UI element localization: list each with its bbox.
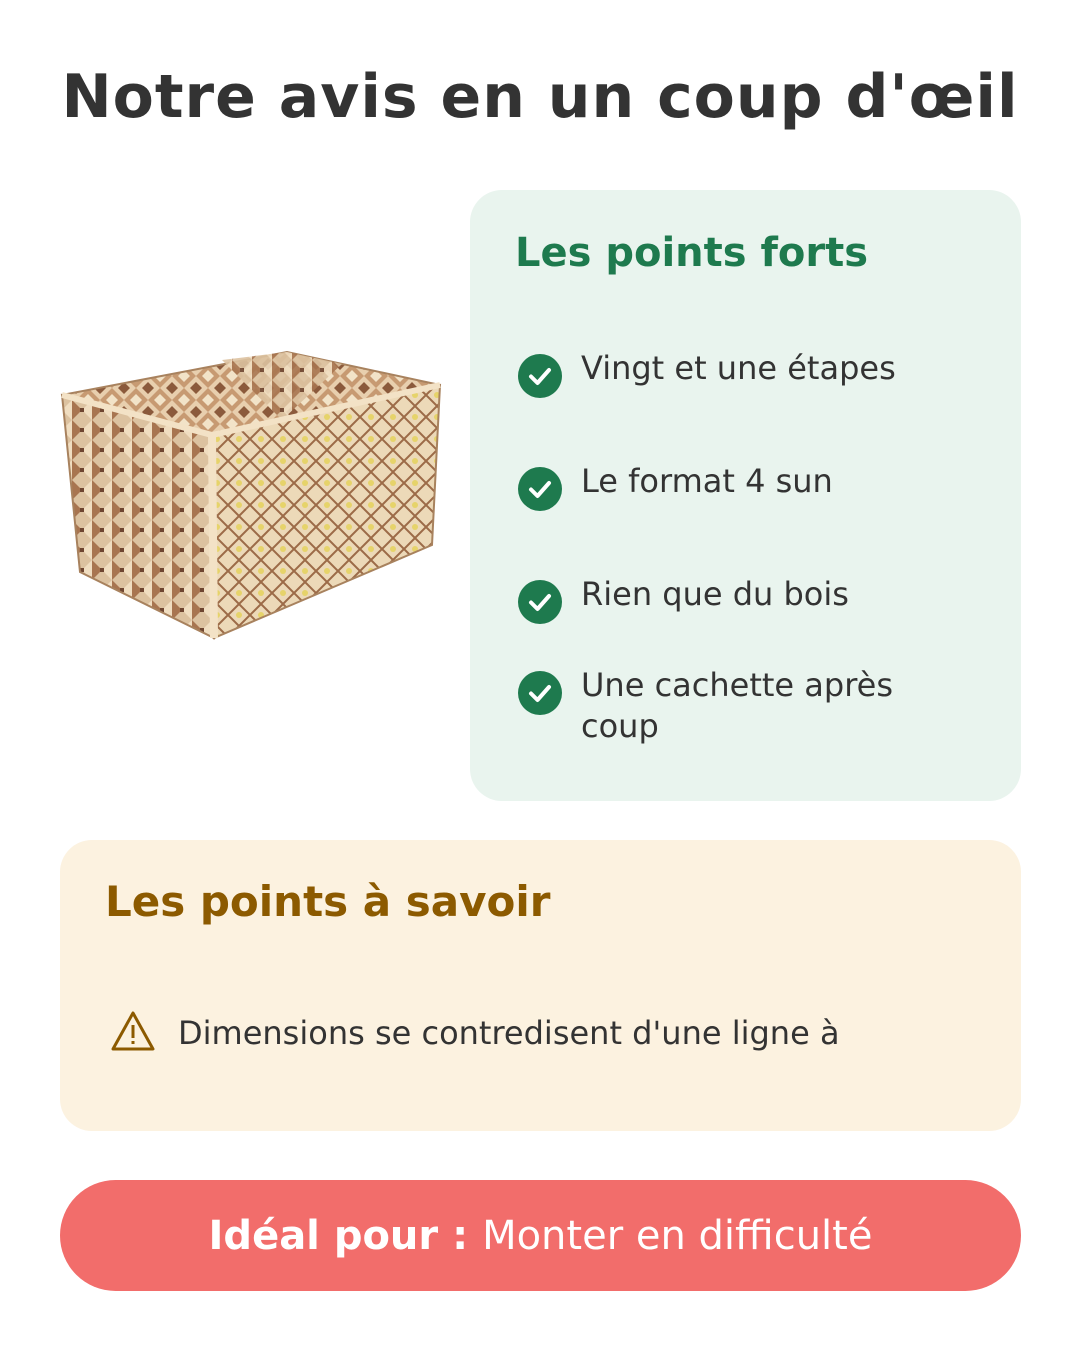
check-circle-icon bbox=[518, 354, 562, 398]
check-circle-icon bbox=[518, 580, 562, 624]
check-circle-icon bbox=[518, 467, 562, 511]
warning-icon bbox=[110, 1010, 156, 1052]
page-title: Notre avis en un coup d'œil bbox=[61, 62, 1019, 132]
product-image-puzzle-box bbox=[52, 340, 448, 650]
strengths-title: Les points forts bbox=[515, 230, 869, 276]
strength-label: Le format 4 sun bbox=[581, 462, 833, 500]
to-know-card bbox=[60, 840, 1021, 1131]
strength-label: Rien que du bois bbox=[581, 575, 849, 613]
ideal-for-value: Monter en difficulté bbox=[482, 1212, 873, 1259]
strength-label: Une cachette après coup bbox=[581, 666, 894, 745]
to-know-item: Dimensions se contredisent d'une ligne à bbox=[178, 1014, 840, 1052]
to-know-title: Les points à savoir bbox=[105, 877, 551, 926]
strength-label: Vingt et une étapes bbox=[581, 349, 896, 387]
check-circle-icon bbox=[518, 671, 562, 715]
ideal-for-label: Idéal pour : bbox=[208, 1212, 469, 1259]
strengths-card bbox=[470, 190, 1021, 801]
ideal-for-banner bbox=[60, 1180, 1021, 1291]
